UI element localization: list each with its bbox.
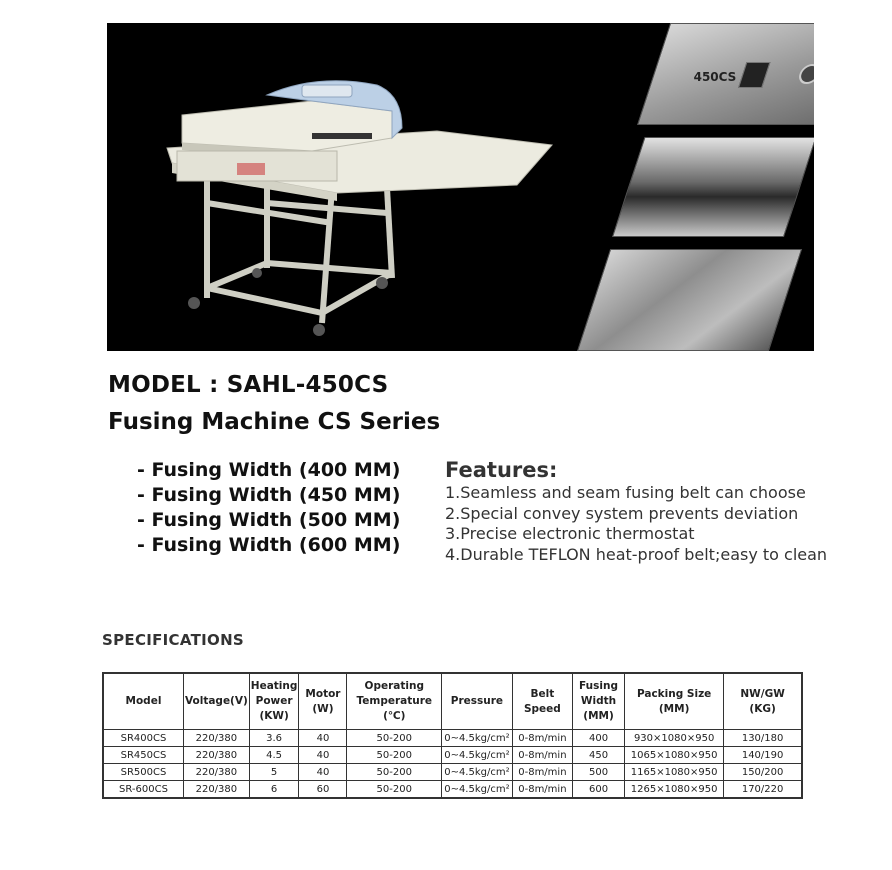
header-text: (MM): [583, 710, 614, 722]
table-cell: 60: [299, 781, 347, 799]
table-cell: 220/380: [183, 747, 249, 764]
header-text: (KG): [749, 702, 776, 715]
table-cell: 50-200: [347, 730, 442, 747]
table-cell: 130/180: [724, 730, 802, 747]
table-cell: 5: [249, 764, 299, 781]
wiring-detail-image: [577, 249, 802, 351]
table-row: [103, 781, 802, 799]
table-header-row: [103, 673, 802, 730]
model-title: MODEL : SAHL-450CS: [108, 372, 389, 398]
table-cell: 6: [249, 781, 299, 799]
table-cell: 220/380: [183, 730, 249, 747]
header-text: NW/GW: [740, 687, 785, 700]
table-header-cell: [183, 673, 249, 730]
list-item: - Fusing Width (450 MM): [137, 484, 401, 506]
table-cell: 40: [299, 730, 347, 747]
table-cell: 600: [572, 781, 624, 799]
table-cell: SR400CS: [103, 730, 183, 747]
table-row: [103, 764, 802, 781]
specifications-title: SPECIFICATIONS: [102, 631, 245, 649]
table-cell: 0~4.5kg/cm²: [442, 781, 513, 799]
list-item: 4.Durable TEFLON heat-proof belt;easy to clean: [445, 544, 828, 564]
table-cell: 500: [572, 764, 624, 781]
table-cell: 0-8m/min: [512, 764, 572, 781]
table-header-cell: [724, 673, 802, 730]
header-text: Temperature: [356, 695, 433, 707]
header-text: (W): [312, 702, 334, 715]
table-cell: 50-200: [347, 781, 442, 799]
table-cell: 1265×1080×950: [625, 781, 724, 799]
table-cell: 1065×1080×950: [625, 747, 724, 764]
table-cell: 3.6: [249, 730, 299, 747]
table-cell: 450: [572, 747, 624, 764]
table-header-cell: [625, 673, 724, 730]
table-cell: 50-200: [347, 747, 442, 764]
table-cell: 40: [299, 747, 347, 764]
table-cell: 0~4.5kg/cm²: [442, 764, 513, 781]
header-text: Pressure: [450, 695, 504, 707]
table-header-cell: [249, 673, 299, 730]
panel-model-label: 450CS: [693, 70, 737, 84]
table-cell: SR500CS: [103, 764, 183, 781]
header-text: Width: [580, 695, 617, 707]
table-cell: 4.5: [249, 747, 299, 764]
table-cell: 150/200: [724, 764, 802, 781]
table-header-cell: [103, 673, 183, 730]
series-title: Fusing Machine CS Series: [108, 409, 441, 435]
fusing-width-list: [137, 458, 400, 558]
table-header-cell: [347, 673, 442, 730]
header-text: Packing Size: [636, 687, 712, 700]
header-text: Belt Speed: [523, 687, 561, 715]
table-row: [103, 747, 802, 764]
header-text: Motor: [305, 687, 341, 700]
table-cell: 0-8m/min: [512, 730, 572, 747]
table-cell: 400: [572, 730, 624, 747]
table-cell: 0-8m/min: [512, 781, 572, 799]
table-cell: SR450CS: [103, 747, 183, 764]
table-cell: 220/380: [183, 764, 249, 781]
table-cell: 930×1080×950: [625, 730, 724, 747]
specifications-table: [102, 672, 803, 799]
timer-knob-icon: [796, 64, 814, 84]
header-text: Operating: [364, 680, 424, 692]
table-cell: 1165×1080×950: [625, 764, 724, 781]
features-list: [445, 483, 827, 565]
table-row: [103, 730, 802, 747]
header-text: Fusing: [579, 680, 618, 692]
list-item: - Fusing Width (400 MM): [137, 459, 401, 481]
table-cell: 220/380: [183, 781, 249, 799]
table-cell: 140/190: [724, 747, 802, 764]
table-cell: 170/220: [724, 781, 802, 799]
table-header-cell: [299, 673, 347, 730]
table-cell: 0~4.5kg/cm²: [442, 747, 513, 764]
header-text: Heating: [250, 680, 298, 692]
table-cell: 50-200: [347, 764, 442, 781]
table-cell: 0-8m/min: [512, 747, 572, 764]
table-cell: SR-600CS: [103, 781, 183, 799]
list-item: 2.Special convey system prevents deviation: [445, 503, 799, 523]
header-text: Model: [125, 695, 162, 707]
list-item: - Fusing Width (600 MM): [137, 534, 401, 556]
header-text: Power: [255, 695, 293, 707]
table-header-cell: [512, 673, 572, 730]
temperature-display-icon: [738, 62, 770, 88]
list-item: - Fusing Width (500 MM): [137, 509, 401, 531]
header-text: (MM): [658, 702, 690, 715]
table-cell: 0~4.5kg/cm²: [442, 730, 513, 747]
header-text: Voltage(V): [184, 695, 248, 707]
table-header-cell: [572, 673, 624, 730]
header-text: (℃): [383, 710, 406, 722]
table-cell: 40: [299, 764, 347, 781]
table-header-cell: [442, 673, 513, 730]
features-title: Features:: [445, 458, 558, 482]
belt-detail-image: [612, 137, 814, 237]
list-item: 1.Seamless and seam fusing belt can choose: [445, 483, 806, 502]
header-text: (KW): [259, 710, 289, 722]
list-item: 3.Precise electronic thermostat: [445, 524, 695, 543]
hero-banner: [107, 23, 814, 351]
